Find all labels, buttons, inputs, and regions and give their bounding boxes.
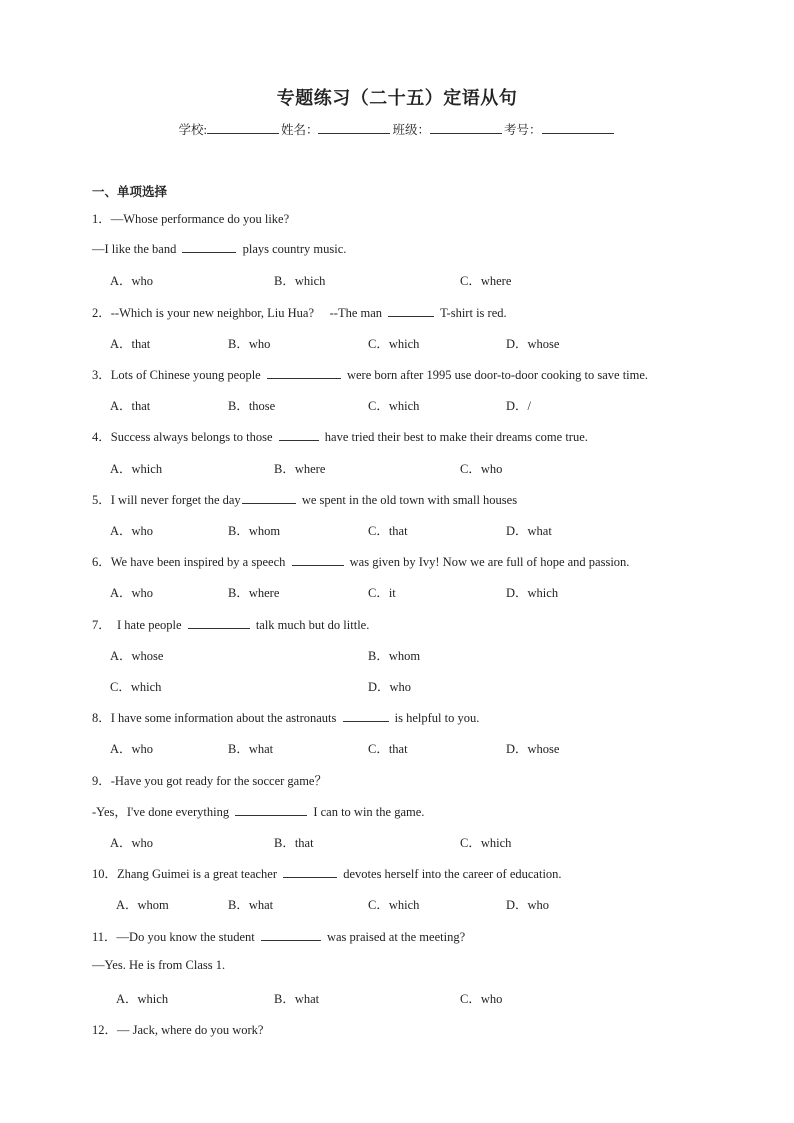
answer-blank[interactable] [343,709,389,722]
section-title: 一、单项选择 [92,184,168,199]
option-c[interactable]: C．which [368,898,420,912]
option-d[interactable]: D．whose [506,337,560,351]
option-b[interactable]: B．whom [368,649,421,663]
answer-blank[interactable] [188,616,250,629]
option-b[interactable]: B．whom [228,524,281,538]
option-a[interactable]: A．that [110,399,151,413]
option-b[interactable]: B．who [228,337,271,351]
question-1-line-2: —I like the band plays country music. [92,242,347,256]
answer-blank[interactable] [279,428,319,441]
question-9-line-2: -Yes，I've done everything I can to win the game. [92,805,425,819]
option-a[interactable]: A．which [116,992,169,1006]
question-11-line-2: —Yes. He is from Class 1. [92,958,226,972]
option-a[interactable]: A．which [110,462,163,476]
option-c[interactable]: C．which [368,337,420,351]
option-d[interactable]: D．who [506,898,550,912]
page-title: 专题练习（二十五）定语从句 [276,88,518,109]
option-b[interactable]: B．which [274,274,326,288]
option-b[interactable]: B．those [228,399,276,413]
question-6: 6．We have been inspired by a speech was given by Ivy! Now we are full of hope and passion. [92,555,630,569]
option-a[interactable]: A．that [110,337,151,351]
option-b[interactable]: B．what [274,992,320,1006]
option-c[interactable]: C．which [368,399,420,413]
option-c[interactable]: C．which [110,680,162,694]
question-5: 5．I will never forget the day we spent in the old town with small houses [92,493,518,507]
answer-blank[interactable] [242,491,296,504]
answer-blank[interactable] [235,803,307,816]
option-a[interactable]: A．who [110,742,154,756]
option-d[interactable]: D．who [368,680,412,694]
question-9-line-1: 9．-Have you got ready for the soccer game？ [92,774,327,788]
option-d[interactable]: D．what [506,524,552,538]
option-a[interactable]: A．who [110,836,154,850]
option-c[interactable]: C．which [460,836,512,850]
option-b[interactable]: B．what [228,898,274,912]
answer-blank[interactable] [292,553,344,566]
answer-blank[interactable] [267,366,341,379]
question-1-line-1: 1．—Whose performance do you like? [92,212,290,226]
option-a[interactable]: A．who [110,524,154,538]
option-b[interactable]: B．where [228,586,280,600]
question-7: 7． I hate people talk much but do little. [92,618,370,632]
option-a[interactable]: A．who [110,586,154,600]
question-2: 2．--Which is your new neighbor, Liu Hua? --The man T-shirt is red. [92,306,507,320]
question-8: 8．I have some information about the astronauts is helpful to you. [92,711,480,725]
answer-blank[interactable] [388,304,434,317]
option-c[interactable]: C．who [460,462,503,476]
exam-number-field: 考号： [504,120,616,138]
answer-blank[interactable] [261,928,321,941]
name-blank[interactable] [318,121,390,134]
option-b[interactable]: B．that [274,836,314,850]
question-3: 3．Lots of Chinese young people were born after 1995 use door-to-door cooking to save time. [92,368,649,382]
option-b[interactable]: B．what [228,742,274,756]
option-c[interactable]: C．where [460,274,512,288]
question-10: 10．Zhang Guimei is a great teacher devotes herself into the career of education. [92,867,562,881]
question-12: 12．— Jack, where do you work? [92,1023,264,1037]
answer-blank[interactable] [182,240,236,253]
question-11-line-1: 11．—Do you know the student was praised at the meeting? [92,930,466,944]
option-a[interactable]: A．who [110,274,154,288]
answer-blank[interactable] [283,865,337,878]
class-field: 班级： [392,120,504,138]
option-d[interactable]: D．/ [506,399,532,413]
option-c[interactable]: C．that [368,524,408,538]
student-info-row [0,120,794,138]
school-blank[interactable] [207,121,279,134]
option-c[interactable]: C．that [368,742,408,756]
school-field: 学校: [178,120,280,138]
class-blank[interactable] [430,121,502,134]
option-d[interactable]: D．whose [506,742,560,756]
option-c[interactable]: C．who [460,992,503,1006]
option-c[interactable]: C．it [368,586,396,600]
option-d[interactable]: D．which [506,586,559,600]
name-field: 姓名： [281,120,393,138]
exam-number-blank[interactable] [542,121,614,134]
option-a[interactable]: A．whose [110,649,164,663]
option-a[interactable]: A．whom [116,898,169,912]
option-b[interactable]: B．where [274,462,326,476]
question-4: 4．Success always belongs to those have tried their best to make their dreams come true. [92,430,588,444]
